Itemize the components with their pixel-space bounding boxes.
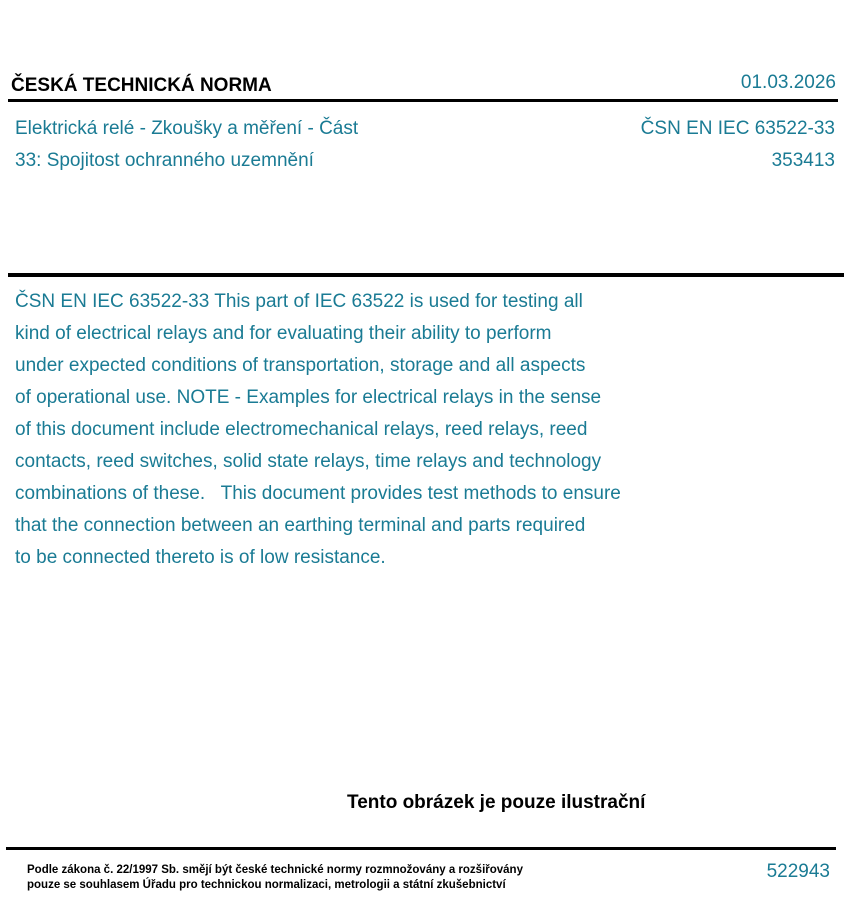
header-divider [8, 99, 838, 102]
standard-code: ČSN EN IEC 63522-33 [640, 118, 835, 139]
abstract-line: kind of electrical relays and for evaluating their ability to perform [15, 323, 552, 344]
legal-notice-line: Podle zákona č. 22/1997 Sb. smějí být české technické normy rozmnožovány a rozšiřovány [27, 864, 523, 876]
abstract-line: to be connected thereto is of low resistance. [15, 547, 386, 568]
abstract-line: under expected conditions of transportation, storage and all aspects [15, 355, 586, 376]
legal-notice-line: pouze se souhlasem Úřadu pro technickou normalizaci, metrologii a státní zkušebnictví [27, 879, 506, 891]
illustration-note: Tento obrázek je pouze ilustrační [347, 792, 646, 813]
document-number: 522943 [766, 861, 830, 882]
abstract-line: combinations of these. This document provides test methods to ensure [15, 483, 621, 504]
abstract-line: of this document include electromechanical relays, reed relays, reed [15, 419, 588, 440]
section-divider [8, 273, 844, 277]
abstract [15, 286, 715, 574]
abstract-line: ČSN EN IEC 63522-33 This part of IEC 63522 is used for testing all [15, 291, 583, 312]
abstract-line: that the connection between an earthing terminal and parts required [15, 515, 586, 536]
norm-title: ČESKÁ TECHNICKÁ NORMA [11, 75, 272, 96]
footer-divider [6, 847, 836, 850]
document-title-line: Elektrická relé - Zkoušky a měření - Část [15, 118, 359, 139]
abstract-line: of operational use. NOTE - Examples for electrical relays in the sense [15, 387, 602, 408]
catalog-number: 353413 [771, 150, 835, 171]
document-title-line: 33: Spojitost ochranného uzemnění [15, 150, 314, 171]
publication-date: 01.03.2026 [740, 72, 836, 93]
abstract-line: contacts, reed switches, solid state relays, time relays and technology [15, 451, 602, 472]
